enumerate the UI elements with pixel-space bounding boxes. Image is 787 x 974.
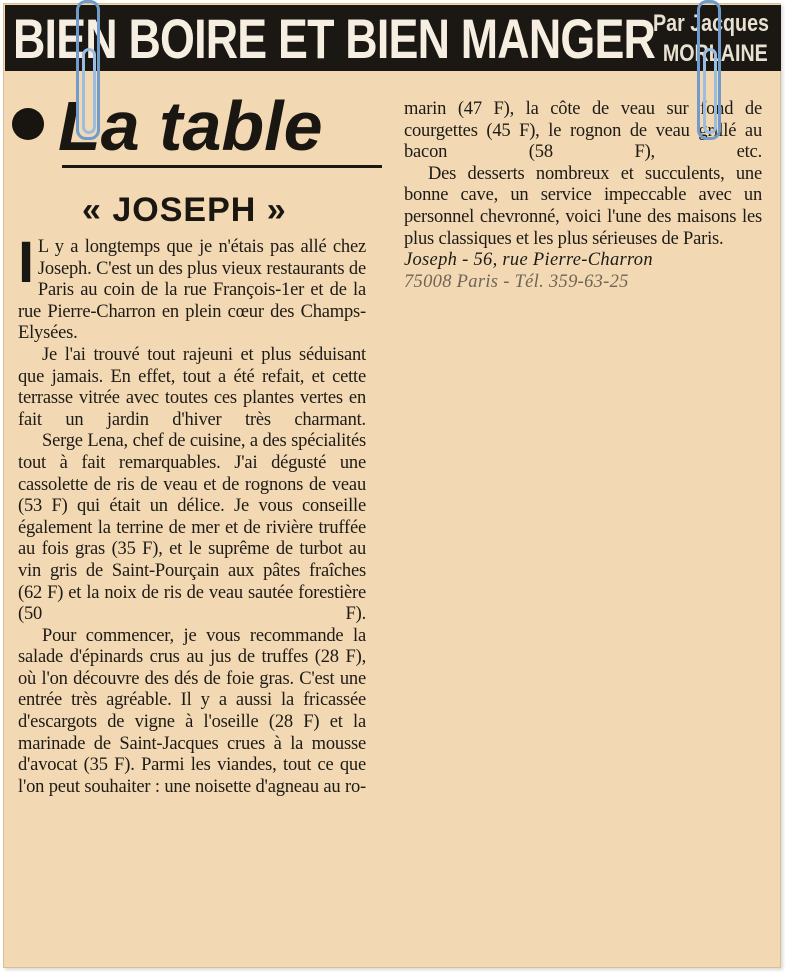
rubric-title: La table — [58, 87, 323, 165]
rubric — [12, 88, 323, 164]
rubric-underline — [62, 165, 382, 168]
paragraph-3: Serge Lena, chef de cuisine, a des spécialités tout à fait remarquables. J'ai dégusté une cassolette de ris de veau et de rognons de veau (53 F) qui était un délice. Je vous conseille également la terrine de mer et de rivière truffée au fois gras (35 F), et le suprême de turbot au vin gris de Saint-Pourçain aux pâtes fraîches (62 F) et la noix de ris de veau sautée forestière (50 F). — [18, 431, 366, 625]
bullet-icon — [12, 108, 44, 140]
paragraph-4: Pour commencer, je vous recommande la salade d'épinards crus au jus de truffes (28 F), où l'on découvre des dés de foie gras. C'est une entrée très agréable. Il y a aussi la fricassée d'escargots de vigne à l'oseille (28 F) et la marinade de Saint-Jacques crues à la mousse d'avocat (35 F). Parmi les viandes, tout ce que l'on peut souhaiter : une noisette d'agneau au ro- — [18, 625, 366, 797]
byline-line2: MORLAINE — [662, 40, 768, 67]
byline-line1: Par Jacques — [653, 10, 769, 37]
address-line2: 75008 Paris - Tél. 359-63-25 — [404, 271, 629, 292]
column-banner — [5, 5, 781, 71]
paperclip-inner-icon — [703, 48, 717, 134]
paperclip-inner-icon — [82, 48, 96, 134]
drop-cap: I — [18, 230, 34, 295]
paragraph-2: Je l'ai trouvé tout rajeuni et plus séduisant que jamais. En effet, tout a été refait, et cette terrasse vitrée avec toutes ces plantes vertes en fait un jardin d'hiver très charmant. — [18, 344, 366, 430]
paragraph-5: marin (47 F), la côte de veau sur fond de courgettes (45 F), le rognon de veau grillé au bacon (58 F), etc. — [404, 99, 762, 163]
restaurant-address — [404, 250, 762, 293]
paragraph-1-text: L y a longtemps que je n'étais pas allé chez Joseph. C'est un des plus vieux restaurants de Paris au coin de la rue François-1er et de la rue Pierre-Charron en plein cœur des Champs-Elysées. — [18, 237, 366, 344]
paragraph-1 — [18, 230, 366, 345]
paragraph-6: Des desserts nombreux et succulents, une bonne cave, un service impeccable avec un personnel chevronné, voici l'une des maisons les plus classiques et les plus sérieuses de Paris. — [404, 163, 762, 249]
article-headline: « JOSEPH » — [82, 191, 287, 229]
left-column — [18, 230, 366, 798]
address-line1: Joseph - 56, rue Pierre-Charron — [404, 250, 653, 271]
banner-title: BIEN BOIRE ET BIEN MANGER — [13, 7, 656, 70]
